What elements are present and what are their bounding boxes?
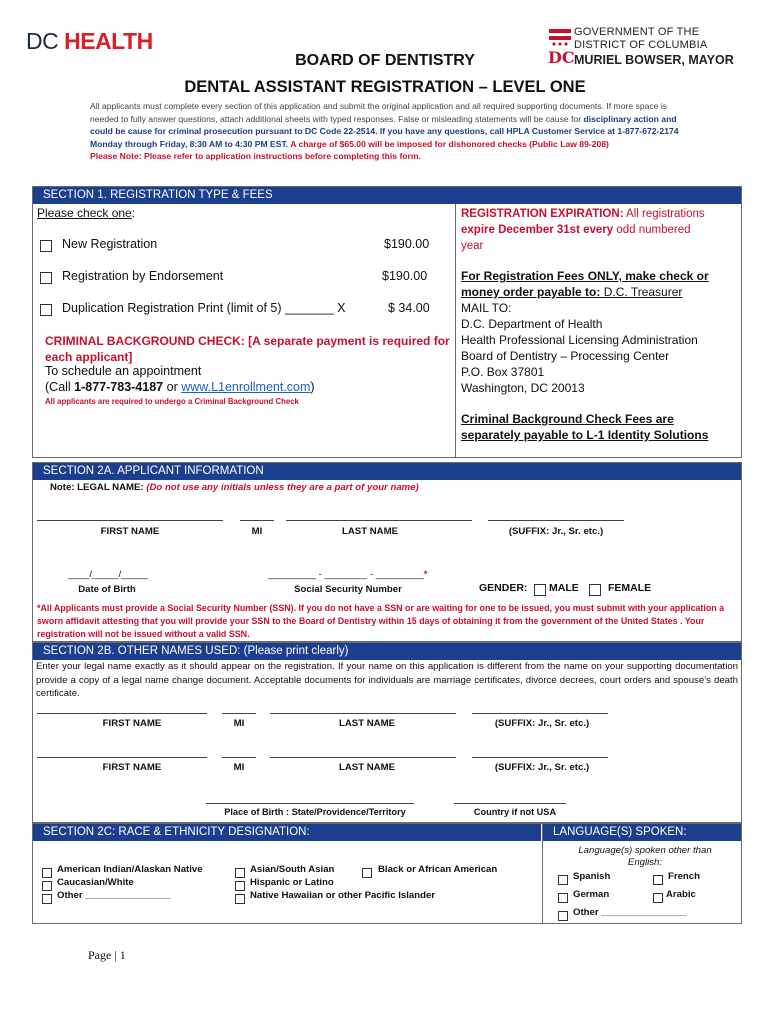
dob-field[interactable]: ____/_____/_____ (68, 569, 149, 580)
country-label: Country if not USA (473, 807, 557, 817)
male-label: MALE (549, 582, 579, 594)
french-checkbox[interactable] (653, 871, 663, 889)
background-check-note: All applicants are required to undergo a Criminal Background Check (45, 397, 299, 406)
native-hawaiian-label: Native Hawaiian or other Pacific Islander (250, 890, 436, 901)
first-name-field[interactable] (37, 520, 223, 521)
asian-label: Asian/South Asian (250, 864, 335, 875)
other-mi-field-2[interactable] (222, 757, 256, 758)
section2c-divider (542, 824, 543, 924)
suffix-label: (SUFFIX: Jr., Sr. etc.) (508, 526, 604, 537)
l1-enrollment-link[interactable]: www.L1enrollment.com (181, 380, 311, 394)
registration-expiration: REGISTRATION EXPIRATION: All registrations expire December 31st every odd numbered year (461, 208, 705, 252)
gov-line-2: DISTRICT OF COLUMBIA (574, 39, 708, 51)
other-last-name-field-2[interactable] (270, 757, 456, 758)
arabic-label: Arabic (666, 889, 696, 900)
intro-text: All applicants must complete every section of this application and submit the original application and all required supporting documents. If more space is needed to fully answer questions, attach additional sheets with typed responses. False or misleading statements will be cause for (90, 101, 668, 124)
spanish-checkbox[interactable] (558, 871, 568, 889)
gov-mark-text: DC (548, 48, 575, 67)
caucasian-label: Caucasian/White (57, 877, 134, 888)
legal-name-note: Note: LEGAL NAME: (Do not use any initials unless they are a part of your name) (50, 482, 419, 493)
other-first-name-label-1: FIRST NAME (102, 718, 162, 729)
board-title: BOARD OF DENTISTRY (295, 52, 475, 69)
section2b-header: SECTION 2B. OTHER NAMES USED: (Please print clearly) (33, 643, 741, 660)
other-suffix-field-2[interactable] (472, 757, 608, 758)
intro-note: Please Note: Please refer to application instructions before completing this form. (90, 151, 421, 162)
other-suffix-label-2: (SUFFIX: Jr., Sr. etc.) (494, 762, 590, 773)
hispanic-label: Hispanic or Latino (250, 877, 334, 888)
first-name-label: FIRST NAME (100, 526, 160, 537)
ssn-field[interactable]: _________ - ________ - _________* (268, 569, 428, 580)
other-first-name-field-1[interactable] (37, 713, 207, 714)
arabic-checkbox[interactable] (653, 889, 663, 907)
duplication-checkbox[interactable] (40, 301, 52, 319)
intro-paragraph (90, 100, 690, 163)
languages-note: Language(s) spoken other than English: (578, 845, 712, 868)
ssn-requirement-note: *All Applicants must provide a Social Security Number (SSN). If you do not have a SSN or are waiting for one to be issued, you must submit with your application a sworn affidavit attesting that you will provide your SSN to the Board of Dentistry within 15 days of obtaining it from the government of the United States . Your registration will not be issued without a valid SSN. (37, 603, 725, 639)
background-check-title: CRIMINAL BACKGROUND CHECK: [A separate payment is required for each applicant] (45, 334, 450, 364)
gov-mayor: MURIEL BOWSER, MAYOR (574, 53, 734, 67)
section2a-header: SECTION 2A. APPLICANT INFORMATION (33, 463, 741, 480)
endorsement-label: Registration by Endorsement (62, 269, 224, 283)
mi-field[interactable] (240, 520, 274, 521)
place-of-birth-label: Place of Birth : State/Providence/Territory (224, 807, 406, 817)
logo-health-text: HEALTH (64, 28, 153, 54)
new-registration-label: New Registration (62, 237, 158, 251)
other-last-name-label-1: LAST NAME (339, 718, 395, 729)
logo-dc-text: DC (26, 28, 59, 54)
duplication-fee: $ 34.00 (388, 301, 430, 315)
intro-bold-text: disciplinary action and could be cause for criminal prosecution pursuant to DC Code 22-2514. If you have any questions, call HPLA Customer Service at 1-877-672-2174 Monday through Friday, 8:30 AM to 4:30 PM EST. (90, 113, 679, 149)
schedule-text: To schedule an appointment (45, 364, 202, 378)
intro-red-text: A charge of $65.00 will be imposed for dishonored checks (Public Law 89-208) (288, 138, 609, 149)
other-mi-label-2: MI (233, 762, 245, 773)
gov-line-1: GOVERNMENT OF THE (574, 26, 700, 38)
cbc-fees-note: Criminal Background Check Fees are separately payable to L-1 Identity Solutions (461, 412, 709, 442)
other-mi-field-1[interactable] (222, 713, 256, 714)
other-last-name-field-1[interactable] (270, 713, 456, 714)
dc-health-logo (26, 28, 153, 55)
other-suffix-label-1: (SUFFIX: Jr., Sr. etc.) (494, 718, 590, 729)
languages-header: LANGUAGE(S) SPOKEN: (543, 824, 741, 841)
other-first-name-label-2: FIRST NAME (102, 762, 162, 773)
country-field[interactable] (454, 803, 566, 804)
section2c-header: SECTION 2C: RACE & ETHNICITY DESIGNATION: (33, 824, 541, 841)
new-registration-checkbox[interactable] (40, 237, 52, 255)
endorsement-checkbox[interactable] (40, 269, 52, 287)
french-label: French (668, 871, 700, 882)
race-other-checkbox[interactable] (42, 890, 52, 908)
payment-instructions: For Registration Fees ONLY, make check or money order payable to: D.C. Treasurer MAIL TO: D.C. Department of Health Health Professional Licensing Administration Board of Dentistry – Processing Center P.O. Box 37801 Washington, DC 20013 (461, 269, 709, 395)
place-of-birth-field[interactable] (206, 803, 414, 804)
language-other-label: Other ________________ (573, 907, 687, 918)
last-name-label: LAST NAME (342, 526, 398, 537)
schedule-contact: (Call 1-877-783-4187 or www.L1enrollment.com) (45, 380, 315, 394)
other-last-name-label-2: LAST NAME (339, 762, 395, 773)
section1-header: SECTION 1. REGISTRATION TYPE & FEES (33, 187, 741, 204)
form-title: DENTAL ASSISTANT REGISTRATION – LEVEL ONE (184, 78, 586, 96)
mi-label: MI (251, 526, 263, 537)
other-names-instructions: Enter your legal name exactly as it should appear on the registration. If your name on this application is different from the name on your supporting documentation provide a copy of a legal name change document. Acceptable documents for individuals are marriage certificates, divorce decrees, court orders and spouse’s death certificate. (36, 661, 738, 700)
black-label: Black or African American (378, 864, 498, 875)
other-first-name-field-2[interactable] (37, 757, 207, 758)
male-checkbox[interactable] (534, 581, 546, 599)
section1-divider (455, 204, 456, 458)
other-mi-label-1: MI (233, 718, 245, 729)
race-other-label: Other ________________ (57, 890, 171, 901)
other-suffix-field-1[interactable] (472, 713, 608, 714)
spanish-label: Spanish (573, 871, 611, 882)
native-hawaiian-checkbox[interactable] (235, 890, 245, 908)
female-checkbox[interactable] (589, 581, 601, 599)
dob-label: Date of Birth (78, 584, 136, 595)
endorsement-fee: $190.00 (382, 269, 428, 283)
check-one-label: Please check one: (37, 206, 136, 220)
suffix-field[interactable] (488, 520, 624, 521)
german-label: German (573, 889, 610, 900)
duplication-label: Duplication Registration Print (limit of 5) _______ X (62, 301, 346, 315)
female-label: FEMALE (608, 582, 652, 594)
ssn-label: Social Security Number (294, 584, 402, 595)
american-indian-label: American Indian/Alaskan Native (57, 864, 203, 875)
language-other-checkbox[interactable] (558, 907, 568, 925)
new-registration-fee: $190.00 (384, 237, 430, 251)
gender-label: GENDER: (479, 582, 528, 594)
page-number: Page | 1 (88, 948, 126, 962)
black-checkbox[interactable] (362, 864, 372, 882)
german-checkbox[interactable] (558, 889, 568, 907)
last-name-field[interactable] (286, 520, 472, 521)
